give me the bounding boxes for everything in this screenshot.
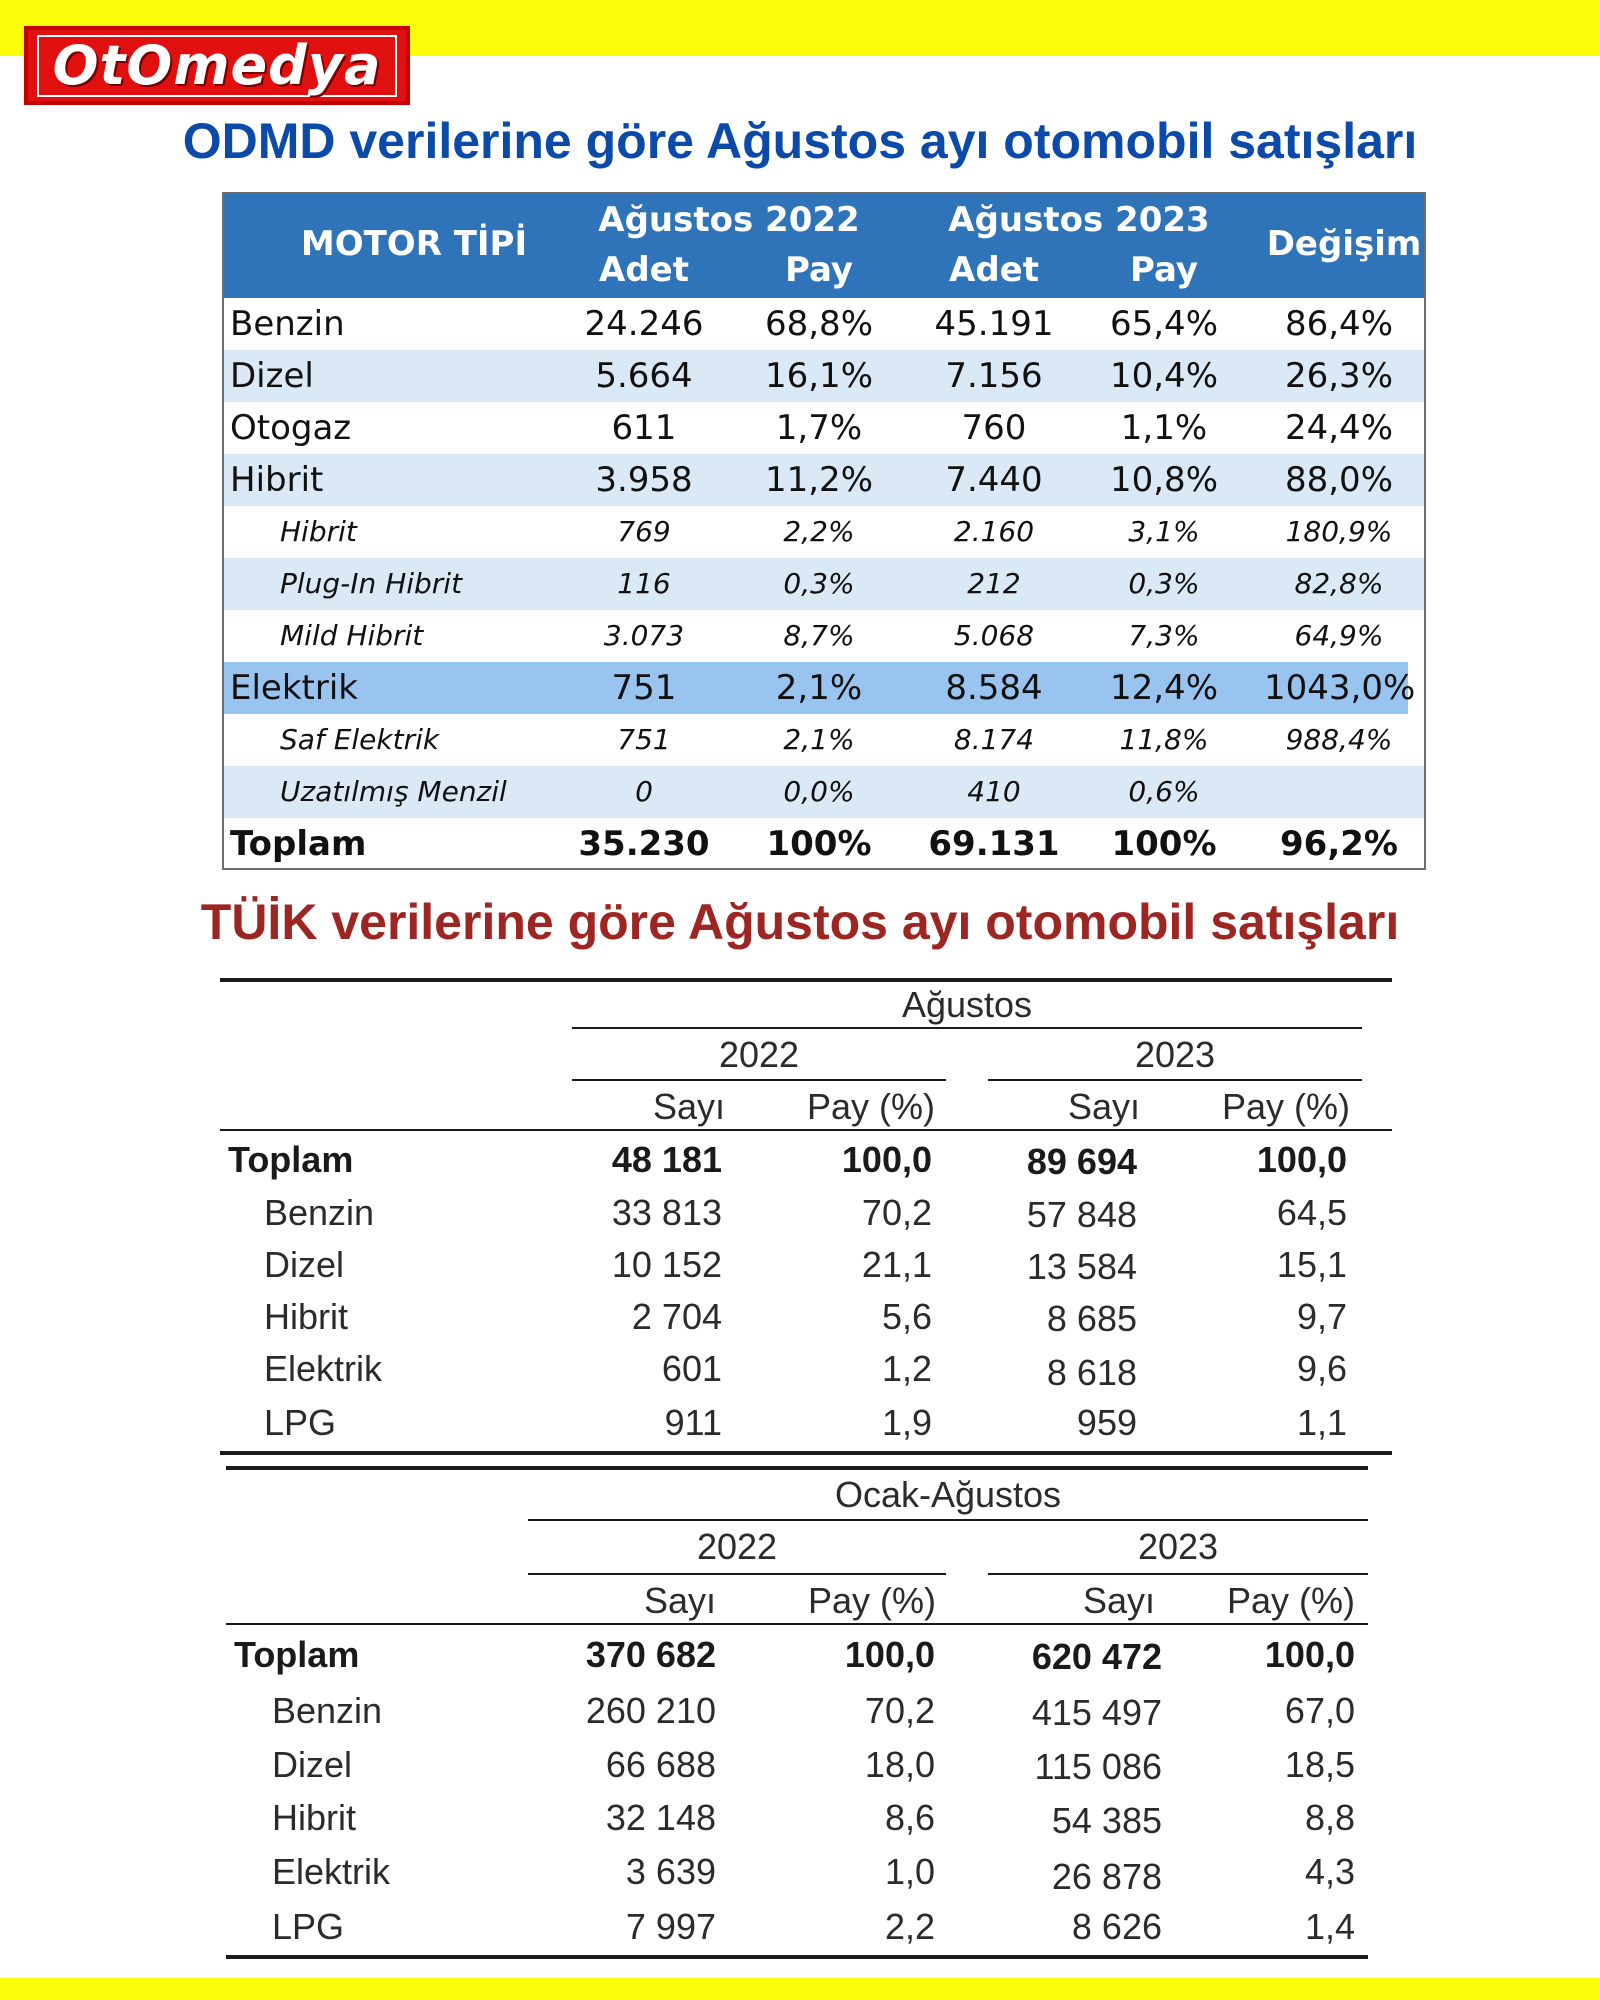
degisim: 26,3%: [1284, 356, 1393, 396]
aug-sayi-2023: 57 848: [1026, 1194, 1137, 1235]
janaug-year-2022: 2022: [696, 1526, 778, 1567]
aug-year-2022: 2022: [718, 1034, 800, 1075]
pay-2022: 1,7%: [775, 408, 863, 448]
adet-2022: 3.958: [595, 460, 693, 500]
aug-row-label: Hibrit: [264, 1296, 349, 1337]
year-rule-2023: [988, 1079, 1362, 1081]
janaug-row-label: Elektrik: [272, 1851, 391, 1892]
aug-row-label: Toplam: [228, 1139, 354, 1180]
aug-pay-2023: 15,1: [1276, 1244, 1347, 1285]
adet-2022: 24.246: [584, 304, 704, 344]
pay-2023: 1,1%: [1120, 408, 1208, 448]
aug-pay-2023: 9,6: [1296, 1348, 1347, 1389]
row-label: Dizel: [230, 356, 314, 396]
aug-pay-2023: 1,1: [1296, 1402, 1347, 1443]
janaug-pay-2023: 100,0: [1264, 1634, 1355, 1675]
row-label: Otogaz: [230, 408, 352, 448]
header-pay-2023: Pay: [1129, 250, 1199, 290]
janaug-pay-2022: 2,2: [884, 1906, 935, 1947]
degisim: 96,2%: [1280, 824, 1398, 864]
aug-pay-2022: 1,9: [881, 1402, 932, 1443]
janaug-year-2023: 2023: [1137, 1526, 1219, 1567]
pay-2022: 16,1%: [764, 356, 873, 396]
table-top-rule: [226, 1466, 1368, 1470]
adet-2023: 760: [961, 408, 1027, 448]
adet-2023: 410: [967, 775, 1021, 808]
degisim: 82,8%: [1294, 567, 1384, 600]
pay-2023: 12,4%: [1109, 668, 1218, 708]
janaug-col-sayi-2023: Sayı: [1082, 1580, 1155, 1621]
pay-2023: 10,4%: [1109, 356, 1218, 396]
janaug-pay-2022: 18,0: [864, 1744, 935, 1785]
aug-pay-2022: 21,1: [861, 1244, 932, 1285]
pay-2022: 100%: [766, 824, 872, 864]
adet-2023: 8.174: [953, 723, 1035, 756]
aug-col-sayi-2023: Sayı: [1067, 1086, 1140, 1127]
row-label: Toplam: [230, 824, 367, 864]
degisim: 180,9%: [1285, 515, 1393, 548]
aug-pay-2022: 100,0: [841, 1139, 932, 1180]
aug-pay-2023: 64,5: [1276, 1192, 1347, 1233]
degisim: 88,0%: [1284, 460, 1393, 500]
janaug-sayi-2023: 620 472: [1031, 1636, 1162, 1677]
degisim: 86,4%: [1284, 304, 1393, 344]
adet-2022: 35.230: [578, 824, 710, 864]
adet-2022: 5.664: [595, 356, 693, 396]
pay-2023: 11,8%: [1119, 723, 1209, 756]
aug-sayi-2022: 911: [664, 1402, 722, 1443]
aug-sayi-2023: 13 584: [1026, 1246, 1137, 1287]
header-bottom-rule: [220, 1129, 1392, 1131]
janaug-sayi-2023: 8 626: [1071, 1906, 1162, 1947]
aug-pay-2023: 9,7: [1296, 1296, 1347, 1337]
janaug-col-pay-2022: Pay (%): [807, 1580, 936, 1621]
adet-2022: 3.073: [603, 619, 685, 652]
janaug-pay-2023: 4,3: [1304, 1851, 1355, 1892]
pay-2023: 65,4%: [1109, 304, 1218, 344]
janaug-row-label: Hibrit: [272, 1797, 357, 1838]
pay-2023: 3,1%: [1128, 515, 1200, 548]
adet-2022: 751: [617, 723, 671, 756]
pay-2022: 8,7%: [783, 619, 855, 652]
janaug-sayi-2023: 54 385: [1051, 1800, 1162, 1841]
aug-sayi-2022: 33 813: [611, 1192, 722, 1233]
aug-sayi-2022: 48 181: [611, 1139, 722, 1180]
row-label: Benzin: [230, 304, 345, 344]
row-label: Mild Hibrit: [280, 619, 424, 652]
aug-sayi-2022: 601: [661, 1348, 722, 1389]
table-bottom-rule: [226, 1955, 1368, 1959]
row-label: Elektrik: [230, 668, 358, 708]
odmd-title: ODMD verilerine göre Ağustos ayı otomobil satışları: [182, 113, 1418, 169]
janaug-pay-2022: 8,6: [884, 1797, 935, 1838]
pay-2023: 0,3%: [1128, 567, 1200, 600]
pay-2023: 10,8%: [1109, 460, 1218, 500]
header-bottom-rule: [226, 1623, 1368, 1625]
year-rule-2023: [988, 1573, 1368, 1575]
janaug-sayi-2023: 26 878: [1051, 1856, 1162, 1897]
janaug-sayi-2022: 3 639: [625, 1851, 716, 1892]
row-label: Plug-In Hibrit: [280, 567, 463, 600]
aug-pay-2023: 100,0: [1256, 1139, 1347, 1180]
adet-2023: 7.156: [945, 356, 1043, 396]
table-bottom-rule: [220, 1451, 1392, 1455]
janaug-col-pay-2023: Pay (%): [1226, 1580, 1355, 1621]
pay-2022: 0,3%: [783, 567, 855, 600]
adet-2023: 212: [967, 567, 1021, 600]
degisim: 1043,0%: [1264, 668, 1416, 708]
janaug-row-label: Toplam: [234, 1634, 360, 1675]
adet-2023: 7.440: [945, 460, 1043, 500]
pay-2023: 0,6%: [1128, 775, 1200, 808]
janaug-pay-2023: 18,5: [1284, 1744, 1355, 1785]
row-label: Hibrit: [280, 515, 357, 548]
aug-sayi-2023: 89 694: [1026, 1141, 1137, 1182]
janaug-pay-2023: 67,0: [1284, 1690, 1355, 1731]
janaug-sayi-2022: 260 210: [585, 1690, 716, 1731]
header-adet-2022: Adet: [599, 250, 689, 290]
janaug-row-label: Dizel: [272, 1744, 353, 1785]
degisim: 64,9%: [1294, 619, 1384, 652]
janaug-sayi-2022: 7 997: [625, 1906, 716, 1947]
aug-year-2023: 2023: [1134, 1034, 1216, 1075]
year-rule-2022: [528, 1573, 946, 1575]
pay-2022: 11,2%: [764, 460, 873, 500]
row-label: Saf Elektrik: [280, 723, 440, 756]
aug-col-pay-2023: Pay (%): [1221, 1086, 1350, 1127]
aug-sayi-2022: 10 152: [611, 1244, 722, 1285]
adet-2022: 611: [611, 408, 677, 448]
janaug-sayi-2023: 115 086: [1034, 1746, 1162, 1787]
aug-row-label: Benzin: [264, 1192, 375, 1233]
aug-pay-2022: 1,2: [881, 1348, 932, 1389]
janaug-pay-2022: 1,0: [884, 1851, 935, 1892]
period-rule: [572, 1027, 1362, 1029]
janaug-pay-2022: 100,0: [844, 1634, 935, 1675]
aug-period-label: Ağustos: [901, 984, 1033, 1025]
tuik-title: TÜİK verilerine göre Ağustos ayı otomobil satışları: [200, 894, 1400, 950]
janaug-sayi-2022: 32 148: [605, 1797, 716, 1838]
janaug-sayi-2023: 415 497: [1031, 1692, 1162, 1733]
aug-sayi-2023: 8 685: [1046, 1298, 1137, 1339]
adet-2022: 0: [635, 775, 653, 808]
aug-col-sayi-2022: Sayı: [652, 1086, 725, 1127]
aug-col-pay-2022: Pay (%): [806, 1086, 935, 1127]
row-label: Hibrit: [230, 460, 324, 500]
year-rule-2022: [572, 1079, 946, 1081]
pay-2022: 2,1%: [783, 723, 855, 756]
adet-2023: 69.131: [928, 824, 1060, 864]
adet-2023: 8.584: [945, 668, 1043, 708]
janaug-pay-2023: 8,8: [1304, 1797, 1355, 1838]
header-adet-2023: Adet: [949, 250, 1039, 290]
janaug-period-label: Ocak-Ağustos: [834, 1474, 1062, 1515]
table-top-rule: [220, 978, 1392, 982]
pay-2022: 0,0%: [783, 775, 855, 808]
adet-2023: 2.160: [953, 515, 1035, 548]
janaug-pay-2023: 1,4: [1304, 1906, 1355, 1947]
pay-2022: 68,8%: [764, 304, 873, 344]
pay-2022: 2,1%: [775, 668, 863, 708]
pay-2023: 7,3%: [1128, 619, 1200, 652]
aug-sayi-2023: 959: [1076, 1402, 1137, 1443]
brand-logo-text: OtOmedya: [37, 35, 398, 97]
header-pay-2022: Pay: [784, 250, 854, 290]
adet-2022: 116: [617, 567, 671, 600]
degisim: 24,4%: [1284, 408, 1393, 448]
aug-row-label: LPG: [264, 1402, 337, 1443]
janaug-row-label: LPG: [272, 1906, 345, 1947]
aug-row-label: Dizel: [264, 1244, 345, 1285]
janaug-col-sayi-2022: Sayı: [643, 1580, 716, 1621]
pay-2023: 100%: [1111, 824, 1217, 864]
aug-pay-2022: 5,6: [881, 1296, 932, 1337]
adet-2022: 751: [611, 668, 677, 708]
aug-pay-2022: 70,2: [861, 1192, 932, 1233]
aug-row-label: Elektrik: [264, 1348, 383, 1389]
header-period-2023: Ağustos 2023: [948, 200, 1210, 240]
adet-2023: 45.191: [934, 304, 1054, 344]
pay-2022: 2,2%: [783, 515, 855, 548]
period-rule: [528, 1519, 1368, 1521]
adet-2023: 5.068: [953, 619, 1035, 652]
degisim: 988,4%: [1285, 723, 1393, 756]
header-degisim: Değişim: [1266, 224, 1422, 264]
header-motor-tipi: MOTOR TİPİ: [300, 224, 528, 264]
janaug-sayi-2022: 66 688: [605, 1744, 716, 1785]
adet-2022: 769: [617, 515, 671, 548]
aug-sayi-2023: 8 618: [1046, 1352, 1137, 1393]
header-period-2022: Ağustos 2022: [598, 200, 860, 240]
row-label: Uzatılmış Menzil: [280, 775, 507, 808]
janaug-sayi-2022: 370 682: [585, 1634, 716, 1675]
janaug-pay-2022: 70,2: [864, 1690, 935, 1731]
janaug-row-label: Benzin: [272, 1690, 383, 1731]
aug-sayi-2022: 2 704: [631, 1296, 722, 1337]
